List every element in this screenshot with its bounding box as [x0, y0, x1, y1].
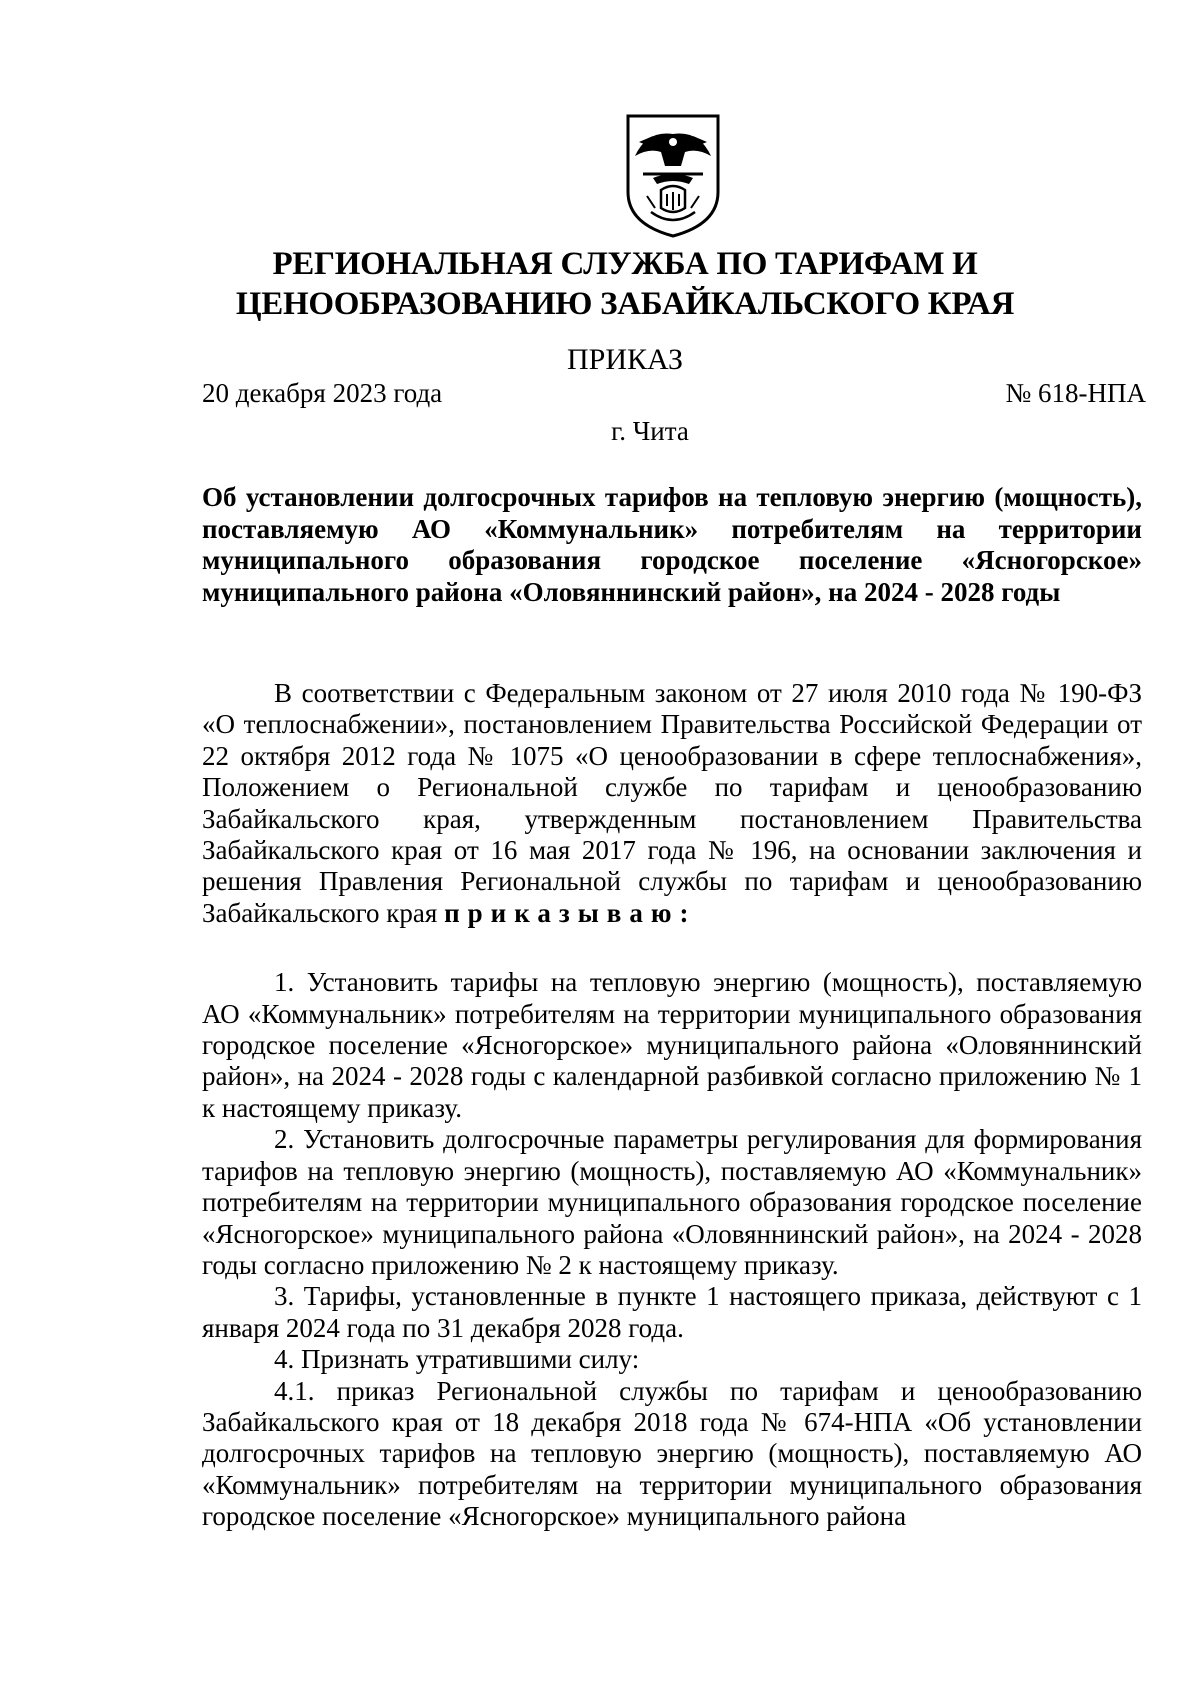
organization-title-line2: ЦЕНООБРАЗОВАНИЮ ЗАБАЙКАЛЬСКОГО КРАЯ	[235, 286, 1015, 322]
order-item-2: 2. Установить долгосрочные параметры регулирования для формирования тарифов на тепловую энергию (мощность), поставляемую АО «Коммунальник» потребителям на территории муниципального образования городское поселение «Ясногорское» муниципального района «Оловяннинский район», на 2024 - 2028 годы согласно приложению № 2 к настоящему приказу.	[202, 1124, 1142, 1280]
preamble-text: В соответствии с Федеральным законом от 27 июля 2010 года № 190-ФЗ «О теплоснабжении», постановлением Правительства Российской Федерации от 22 октября 2012 года № 1075 «О ценообразовании в сфере теплоснабжения», Положением о Региональной службе по тарифам и ценообразованию Забайкальского края, утвержденным постановлением Правительства Забайкальского края от 16 мая 2017 года № 196, на основании заключения и решения Правления Региональной службы по тарифам и ценообразованию Забайкальского края	[202, 678, 1142, 928]
preamble-paragraph	[202, 678, 1142, 929]
coat-of-arms-icon	[623, 112, 723, 240]
order-item-3: 3. Тарифы, установленные в пункте 1 настоящего приказа, действуют с 1 января 2024 года по 31 декабря 2028 года.	[202, 1281, 1142, 1343]
order-date: 20 декабря 2023 года	[202, 378, 443, 408]
order-item-1: 1. Установить тарифы на тепловую энергию (мощность), поставляемую АО «Коммунальник» потребителям на территории муниципального образования городское поселение «Ясногорское» муниципального района «Оловяннинский район», на 2024 - 2028 годы с календарной разбивкой согласно приложению № 1 к настоящему приказу.	[202, 967, 1142, 1123]
order-number: № 618-НПА	[1005, 378, 1146, 408]
order-city: г. Чита	[611, 416, 689, 446]
order-item-4-1: 4.1. приказ Региональной службы по тарифам и ценообразованию Забайкальского края от 18 декабря 2018 года № 674-НПА «Об установлении долгосрочных тарифов на тепловую энергию (мощность), поставляемую АО «Коммунальник» потребителям на территории муниципального образования городское поселение «Ясногорское» муниципального района	[202, 1375, 1142, 1532]
organization-title	[200, 244, 1050, 324]
directive-word: приказываю:	[444, 897, 697, 928]
order-subject: Об установлении долгосрочных тарифов на тепловую энергию (мощность), поставляемую АО «Коммунальник» потребителям на территории муниципального образования городское поселение «Ясногорское» муниципального района «Оловяннинский район», на 2024 - 2028 годы	[202, 482, 1142, 607]
document-type: ПРИКАЗ	[567, 343, 683, 376]
order-item-4: 4. Признать утратившими силу:	[274, 1344, 640, 1375]
organization-title-line1: РЕГИОНАЛЬНАЯ СЛУЖБА ПО ТАРИФАМ И	[272, 246, 978, 282]
order-body	[202, 678, 1142, 1533]
